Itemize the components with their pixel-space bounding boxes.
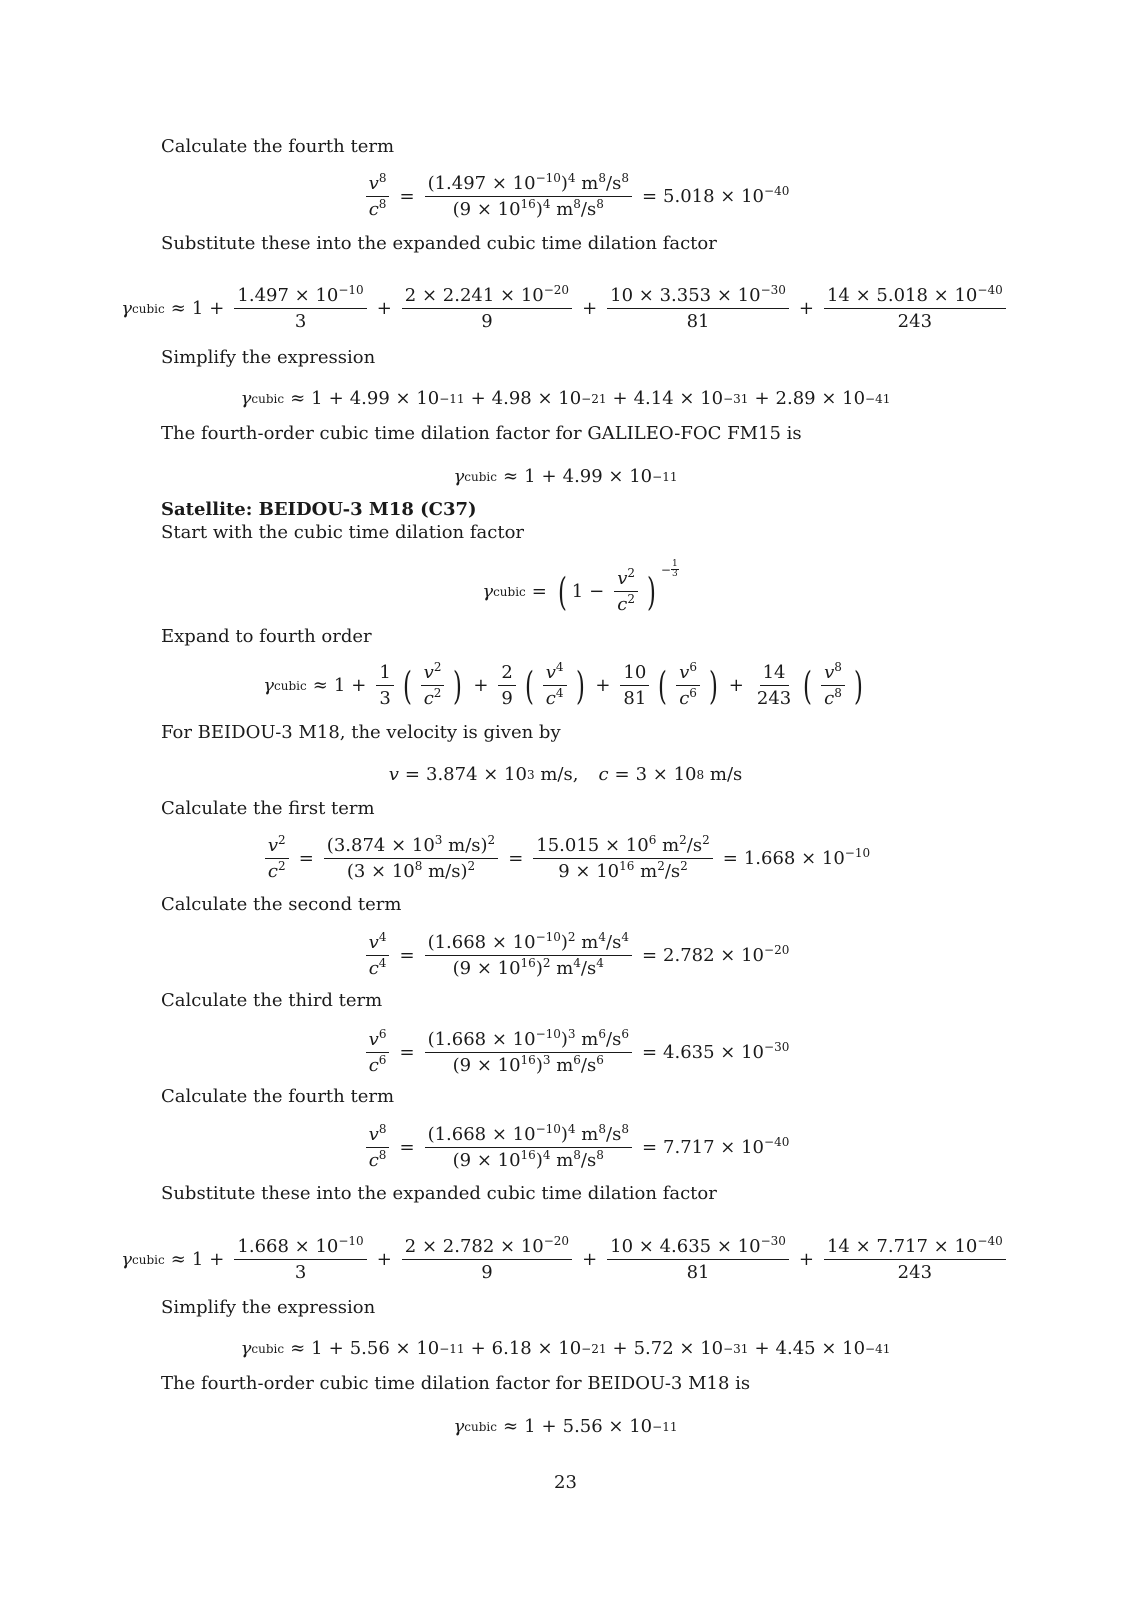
text-substitute-2: Substitute these into the expanded cubic time dilation factor	[161, 1183, 717, 1204]
text-calc-fourth-2: Calculate the fourth term	[161, 1086, 395, 1107]
equation-galileo-v8: $\frac{v^8}{c^8}$ = $\frac{(1.497 \times 10^{-10})^4 m^8/s^8}{(9 \times 10^{16})^4 m^8/s^8}$ = $5.018 \times 10^{-40}$	[0, 173, 1131, 220]
equation-galileo-simplify: γ cubic ≈ 1 + 4.99 × 10 −11 + 4.98 × 10 −21 + 4.14 × 10 −31 + 2.89 × 10 −41	[240, 388, 891, 409]
text-result-intro-2: The fourth-order cubic time dilation factor for BEIDOU-3 M18 is	[161, 1373, 751, 1394]
equation-third-term: $\frac{v^6}{c^6}$ = $\frac{(1.668 \times 10^{-10})^3 m^6/s^6}{(9 \times 10^{16})^3 m^6/s^6}$ = $4.635 \times 10^{-30}$	[0, 1029, 1131, 1076]
page-number: 23	[554, 1472, 577, 1493]
satellite-heading: Satellite: BEIDOU-3 M18 (C37)	[161, 499, 477, 520]
text-simplify-1: Simplify the expression	[161, 347, 376, 368]
equation-fourth-term: $\frac{v^8}{c^8}$ = $\frac{(1.668 \times 10^{-10})^4 m^8/s^8}{(9 \times 10^{16})^4 m^8/s^8}$ = $7.717 \times 10^{-40}$	[0, 1124, 1131, 1171]
text-substitute-1: Substitute these into the expanded cubic time dilation factor	[161, 233, 717, 254]
equation-beidou-final: γ cubic ≈ 1 + 5.56 × 10 −11	[453, 1416, 678, 1437]
text-calc-fourth-1: Calculate the fourth term	[161, 136, 395, 157]
equation-first-term: $\frac{v^2}{c^2}$ = $\frac{(3.874 \times 10^3 m/s)^2}{(3 \times 10^8 m/s)^2}$ = $\frac{15.015 \times 10^6 m^2/s^2}{9 \times 10^{16} m^2/s^2}$ = $1.668 \times 10^{-10}$	[0, 835, 1131, 882]
text-calc-first: Calculate the first term	[161, 798, 375, 819]
equation-galileo-final: γ cubic ≈ 1 + 4.99 × 10 −11	[453, 466, 678, 487]
text-expand: Expand to fourth order	[161, 626, 372, 647]
equation-velocity: v = 3.874 × 10 3 m/s, c = 3 × 10 8 m/s	[388, 764, 743, 785]
text-simplify-2: Simplify the expression	[161, 1297, 376, 1318]
equation-expansion: γ cubic ≈ 1 + $\frac{1}{3}$ ( $\frac{v^2}{c^2}$ ) + $\frac{2}{9}$ ( $\frac{v^4}{c^4}$ ) + $\frac{10}{81}$ ( $\frac{v^6}{c^6}$ ) + $\frac{14}{243}$ ( $\frac{v^8}{c^8}$ )	[263, 660, 863, 709]
text-calc-second: Calculate the second term	[161, 894, 402, 915]
equation-cubic-factor: γ cubic = ( 1 − $\frac{v^2}{c^2}$ ) − $\frac{1}{3}$	[482, 559, 678, 615]
text-start: Start with the cubic time dilation factor	[161, 522, 525, 543]
equation-beidou-substitute: γ cubic ≈ 1 + $\frac{1.668 \times 10^{-10}}{3}$ + $\frac{2 \times 2.782 \times 10^{-20}}{9}$ + $\frac{10 \times 4.635 \times 10^{-30}}{81}$ + $\frac{14 \times 7.717 \times 10^{-40}}{243}$	[0, 1236, 1131, 1283]
text-calc-third: Calculate the third term	[161, 990, 383, 1011]
equation-second-term: $\frac{v^4}{c^4}$ = $\frac{(1.668 \times 10^{-10})^2 m^4/s^4}{(9 \times 10^{16})^2 m^4/s^4}$ = $2.782 \times 10^{-20}$	[0, 932, 1131, 979]
equation-galileo-substitute: γ cubic ≈ 1 + $\frac{1.497 \times 10^{-10}}{3}$ + $\frac{2 \times 2.241 \times 10^{-20}}{9}$ + $\frac{10 \times 3.353 \times 10^{-30}}{81}$ + $\frac{14 \times 5.018 \times 10^{-40}}{243}$	[0, 285, 1131, 332]
text-result-intro-1: The fourth-order cubic time dilation factor for GALILEO-FOC FM15 is	[161, 423, 802, 444]
text-velocity-intro: For BEIDOU-3 M18, the velocity is given by	[161, 722, 561, 743]
equation-beidou-simplify: γ cubic ≈ 1 + 5.56 × 10 −11 + 6.18 × 10 −21 + 5.72 × 10 −31 + 4.45 × 10 −41	[240, 1338, 891, 1359]
